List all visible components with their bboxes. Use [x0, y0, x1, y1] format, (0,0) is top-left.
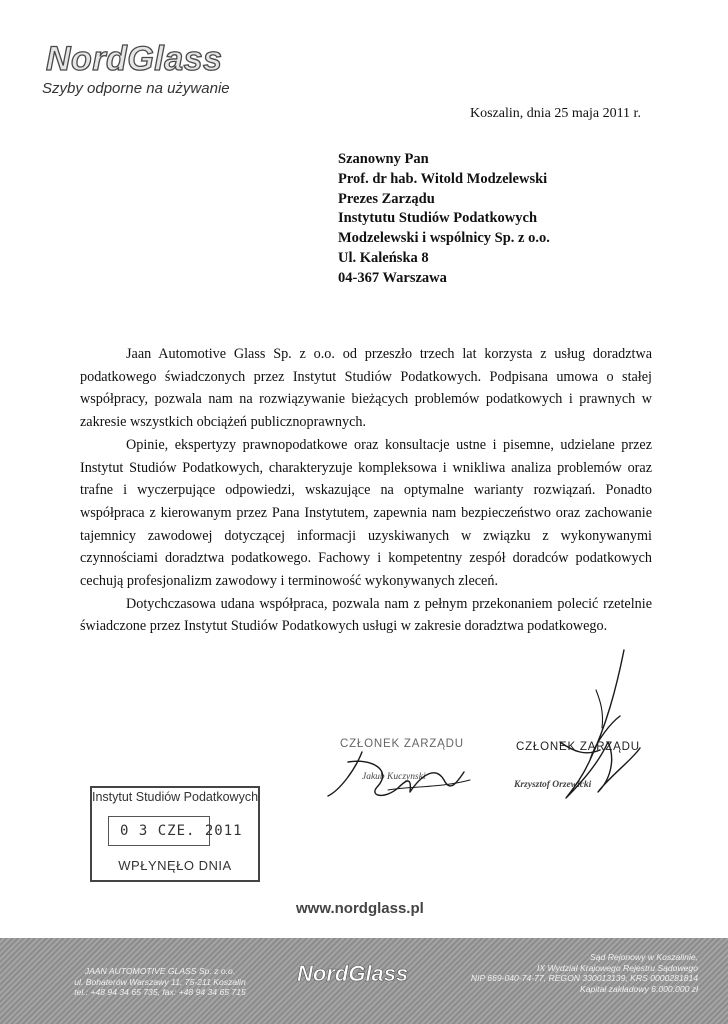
addressee-line: 04-367 Warszawa [338, 269, 447, 286]
footer-registry-info [428, 952, 698, 994]
signature-name-right: Krzysztof Orzewicki [514, 780, 592, 790]
footer-line: ul. Bohaterów Warszawy 11, 75-211 Koszalin [74, 976, 246, 987]
addressee-line: Modzelewski i wspólnicy Sp. z o.o. [338, 230, 550, 247]
footer-line: tel.: +48 94 34 65 735, fax: +48 94 34 65 715 [74, 987, 246, 998]
place-date: Koszalin, dnia 25 maja 2011 r. [470, 106, 641, 121]
footer-line: Kapitał zakładowy 6.000.000 zł [579, 983, 698, 994]
addressee-line: Prezes Zarządu [338, 190, 435, 207]
addressee-line: Szanowny Pan [338, 151, 429, 167]
company-tagline: Szyby odporne na używanie [42, 80, 230, 97]
addressee-line: Ul. Kaleńska 8 [338, 249, 429, 266]
footer-band [0, 938, 728, 1024]
footer-logo: NordGlass [297, 961, 409, 986]
stamp-organization: Instytut Studiów Podatkowych [91, 790, 259, 804]
body-paragraph: Jaan Automotive Glass Sp. z o.o. od przeszło trzech lat korzysta z usług doradztwa podatkowego świadczonych przez Instytut Studiów Podatkowych. Podpisana umowa o stałej współpracy, pozwala nam na rozwiązywanie bieżących problemów podatkowych i prawnych w zakresie wszystkich obciążeń publicznoprawnych. [80, 346, 652, 431]
signature-title-left: CZŁONEK ZARZĄDU [340, 738, 464, 750]
signature-right-stroke [596, 690, 603, 728]
footer-company-info [60, 966, 260, 998]
addressee-line: Instytutu Studiów Podatkowych [338, 210, 538, 227]
signature-right-stroke [560, 650, 640, 798]
footer-line: IX Wydział Krajowego Rejestru Sądowego [537, 962, 698, 973]
website-link[interactable]: www.nordglass.pl [296, 900, 424, 917]
footer-line: JAAN AUTOMOTIVE GLASS Sp. z o.o. [84, 966, 236, 976]
received-stamp [90, 786, 260, 882]
body-paragraph: Dotychczasowa udana współpraca, pozwala nam z pełnym przekonaniem polecić rzetelnie świadczone przez Instytut Studiów Podatkowych usługi w zakresie doradztwa podatkowego. [80, 595, 652, 635]
addressee-block [338, 150, 550, 289]
footer-line: Sąd Rejonowy w Koszalinie, [590, 952, 698, 962]
addressee-line: Prof. dr hab. Witold Modzelewski [338, 170, 548, 187]
signature-title-right: CZŁONEK ZARZĄDU [516, 741, 640, 753]
signature-name-left: Jakub Kuczynski [362, 772, 426, 782]
letter-body [80, 343, 652, 638]
body-paragraph: Opinie, ekspertyzy prawnopodatkowe oraz konsultacje ustne i pisemne, udzielane przez Instytut Studiów Podatkowych, charakteryzuje kompleksowa i wnikliwa analiza problemów oraz trafne i wyczerpujące odpowiedzi, wskazujące na optymalne warianty rozwiązań. Ponadto współpraca z kierowanym przez Pana Instytutem, zapewnia nam bezpieczeństwo oraz zachowanie tajemnicy zawodowej dotyczącej informacji uzyskiwanych w związku z wykonywanymi czynnościami doradztwa podatkowego. Fachowy i kompetentny zespół doradców podatkowych cechują profesjonalizm zawodowy i terminowość wykonywanych zleceń. [80, 436, 652, 590]
nordglass-logo: NordGlass [46, 40, 223, 78]
stamp-label: WPŁYNĘŁO DNIA [118, 858, 232, 873]
stamp-date: 0 3 CZE. 2011 [120, 823, 243, 839]
footer-line: NIP 669-040-74-77, REGON 330013139, KRS 0000281814 [470, 973, 698, 984]
